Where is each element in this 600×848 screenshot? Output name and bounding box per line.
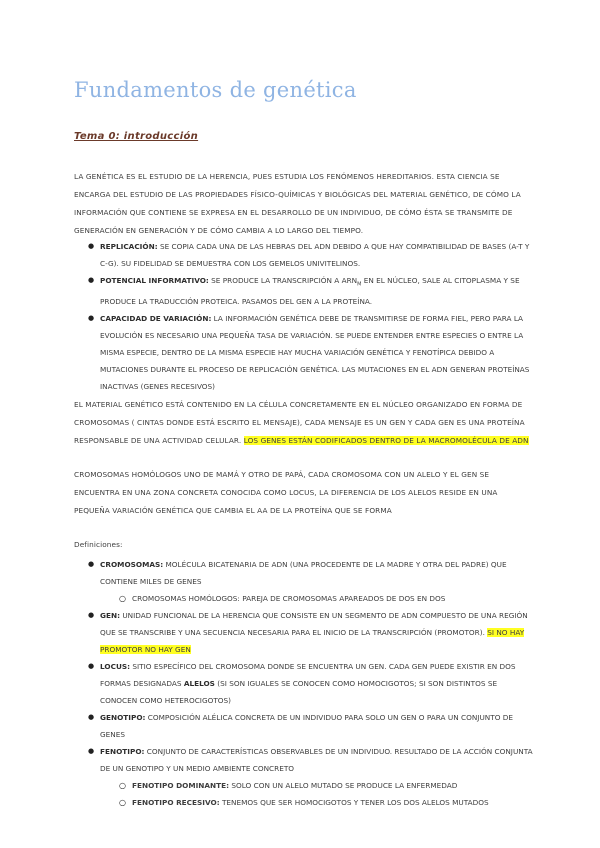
definition-text: SOLO CON UN ALELO MUTADO SE PRODUCE LA ENFERMEDAD <box>229 781 458 790</box>
term: FENOTIPO DOMINANTE: <box>132 781 230 790</box>
definition-text: TENEMOS QUE SER HOMOCIGOTOS Y TENER LOS DOS ALELOS MUTADOS <box>219 798 489 807</box>
definitions-label: Definiciones: <box>74 540 123 549</box>
definition-text: SITIO ESPECÍFICO DEL CROMOSOMA DONDE SE ENCUENTRA UN GEN. CADA GEN PUEDE EXISTIR EN DOS FORMAS DESIGNADAS <box>100 662 516 688</box>
definition-gen <box>74 607 534 658</box>
definition-text: CONJUNTO DE CARACTERÍSTICAS OBSERVABLES DE UN INDIVIDUO. RESULTADO DE LA ACCIÓN CONJUNTA DE UN GENOTIPO Y UN MEDIO AMBIENTE CONCRETO <box>100 747 533 773</box>
definition-text: SE PRODUCE LA TRANSCRIPCIÓN A ARN <box>208 276 358 285</box>
definition-dominante <box>74 777 534 794</box>
bullet-icon: ● <box>88 713 95 721</box>
bullet-icon: ● <box>88 560 95 568</box>
definition-locus <box>74 658 534 709</box>
bullet-icon: ● <box>88 276 95 284</box>
sub-bullet-icon: ○ <box>119 781 126 790</box>
paragraph-text: EL MATERIAL GENÉTICO ESTÁ CONTENIDO EN LA CÉLULA CONCRETAMENTE EN EL NÚCLEO ORGANIZADO EN FORMA DE CROMOSOMAS ( CINTAS DONDE ESTÁ ESCRITO EL MENSAJE), CADA MENSAJE ES UN GEN Y CADA GEN ES UNA PROTEÍNA RESPONSABLE DE UNA ACTIVIDAD CELULAR. <box>74 400 525 445</box>
highlighted-text: LOS GENES ESTÁN CODIFICADOS DENTRO DE LA MACROMOLÉCULA DE ADN <box>243 436 529 445</box>
definition-text: MOLÉCULA BICATENARIA DE ADN (UNA PROCEDENTE DE LA MADRE Y OTRA DEL PADRE) QUE CONTIENE MILES DE GENES <box>100 560 507 586</box>
term: CROMOSOMAS HOMÓLOGOS: <box>132 594 240 603</box>
sub-bullet-icon: ○ <box>119 798 126 807</box>
list-item-replicacion <box>74 238 534 272</box>
highlighted-text: SI NO HAY PROMOTOR NO HAY GEN <box>100 628 525 654</box>
subscript: M <box>357 281 362 288</box>
definition-recesivo <box>74 794 534 811</box>
term: GEN: <box>100 611 120 620</box>
term: REPLICACIÓN: <box>100 242 158 251</box>
bullet-icon: ● <box>88 242 95 250</box>
bullet-icon: ● <box>88 611 95 619</box>
definitions-list <box>74 556 534 811</box>
definition-text: PAREJA DE CROMOSOMAS APAREADOS DE DOS EN DOS <box>239 594 446 603</box>
bullet-icon: ● <box>88 662 95 670</box>
homologos-paragraph: CROMOSOMAS HOMÓLOGOS UNO DE MAMÁ Y OTRO DE PAPÁ, CADA CROMOSOMA CON UN ALELO Y EL GEN SE ENCUENTRA EN UNA ZONA CONCRETA CONOCIDA COMO LOCUS, LA DIFERENCIA DE LOS ALELOS RESIDE EN UNA PEQUEÑA VARIACIÓN GENÉTICA QUE CAMBIA EL AA DE LA PROTEÍNA QUE SE FORMA <box>74 470 498 515</box>
term: ALELOS <box>183 679 215 688</box>
definition-homologos <box>74 590 534 607</box>
sub-bullet-icon: ○ <box>119 594 126 603</box>
intro-paragraph: LA GENÉTICA ES EL ESTUDIO DE LA HERENCIA, PUES ESTUDIA LOS FENÓMENOS HEREDITARIOS. ESTA CIENCIA SE ENCARGA DEL ESTUDIO DE LAS PROPIEDADES FÍSICO-QUÍMICAS Y BIOLÓGICAS DEL MATERIAL GENÉTICO, DE CÓMO LA INFORMACIÓN QUE CONTIENE SE EXPRESA EN EL DESARROLLO DE UN INDIVIDUO, DE CÓMO ÉSTA SE TRANSMITE DE GENERACIÓN EN GENERACIÓN Y DE CÓMO CAMBIA A LO LARGO DEL TIEMPO. <box>74 172 521 235</box>
definition-text: COMPOSICIÓN ALÉLICA CONCRETA DE UN INDIVIDUO PARA SOLO UN GEN O PARA UN CONJUNTO DE GENES <box>100 713 513 739</box>
term: CROMOSOMAS: <box>100 560 164 569</box>
definition-text: EN EL NÚCLEO, SALE AL CITOPLASMA Y SE PRODUCE LA TRADUCCIÓN PROTEICA. PASAMOS DEL GEN A LA PROTEÍNA. <box>100 276 520 307</box>
definition-text: (SI SON IGUALES SE CONOCEN COMO HOMOCIGOTOS; SI SON DISTINTOS SE CONOCEN COMO HETEROCIGOTOS) <box>100 679 498 705</box>
definition-fenotipo <box>74 743 534 777</box>
definition-genotipo <box>74 709 534 743</box>
bullet-icon: ● <box>88 747 95 755</box>
page-title: Fundamentos de genética <box>74 78 357 102</box>
definition-text: LA INFORMACIÓN GENÉTICA DEBE DE TRANSMITIRSE DE FORMA FIEL, PERO PARA LA EVOLUCIÓN ES NECESARIO UNA PEQUEÑA TASA DE VARIACIÓN. SE PUEDE ENTENDER ENTRE ESPECIES O ENTRE LA MISMA ESPECIE, DENTRO DE LA MISMA ESPECIE HAY MUCHA VARIACIÓN GENÉTICA Y FENOTÍPICA DEBIDO A MUTACIONES DURANTE EL PROCESO DE REPLICACIÓN GENÉTICA. LAS MUTACIONES EN EL ADN GENERAN PROTEÍNAS INACTIVAS (GENES RECESIVOS) <box>100 314 530 392</box>
term: GENOTIPO: <box>100 713 146 722</box>
list-item-variacion <box>74 310 534 395</box>
properties-list <box>74 238 534 395</box>
term: FENOTIPO RECESIVO: <box>132 798 220 807</box>
material-paragraph <box>74 396 534 450</box>
term: LOCUS: <box>100 662 131 671</box>
term: FENOTIPO: <box>100 747 145 756</box>
definition-text: SE COPIA CADA UNA DE LAS HEBRAS DEL ADN DEBIDO A QUE HAY COMPATIBILIDAD DE BASES (A-T Y C-G). SU FIDELIDAD SE DEMUESTRA CON LOS GEMELOS UNIVITELINOS. <box>100 242 530 268</box>
bullet-icon: ● <box>88 314 95 323</box>
definition-text: UNIDAD FUNCIONAL DE LA HERENCIA QUE CONSISTE EN UN SEGMENTO DE ADN COMPUESTO DE UNA REGIÓN QUE SE TRANSCRIBE Y UNA SECUENCIA NECESARIA PARA EL INICIO DE LA TRANSCRIPCIÓN (PROMOTOR). <box>100 611 528 637</box>
definition-cromosomas <box>74 556 534 590</box>
list-item-potencial <box>74 272 534 310</box>
term: POTENCIAL INFORMATIVO: <box>100 276 209 285</box>
section-title: Tema 0: introducción <box>74 131 199 142</box>
term: CAPACIDAD DE VARIACIÓN: <box>100 314 212 324</box>
